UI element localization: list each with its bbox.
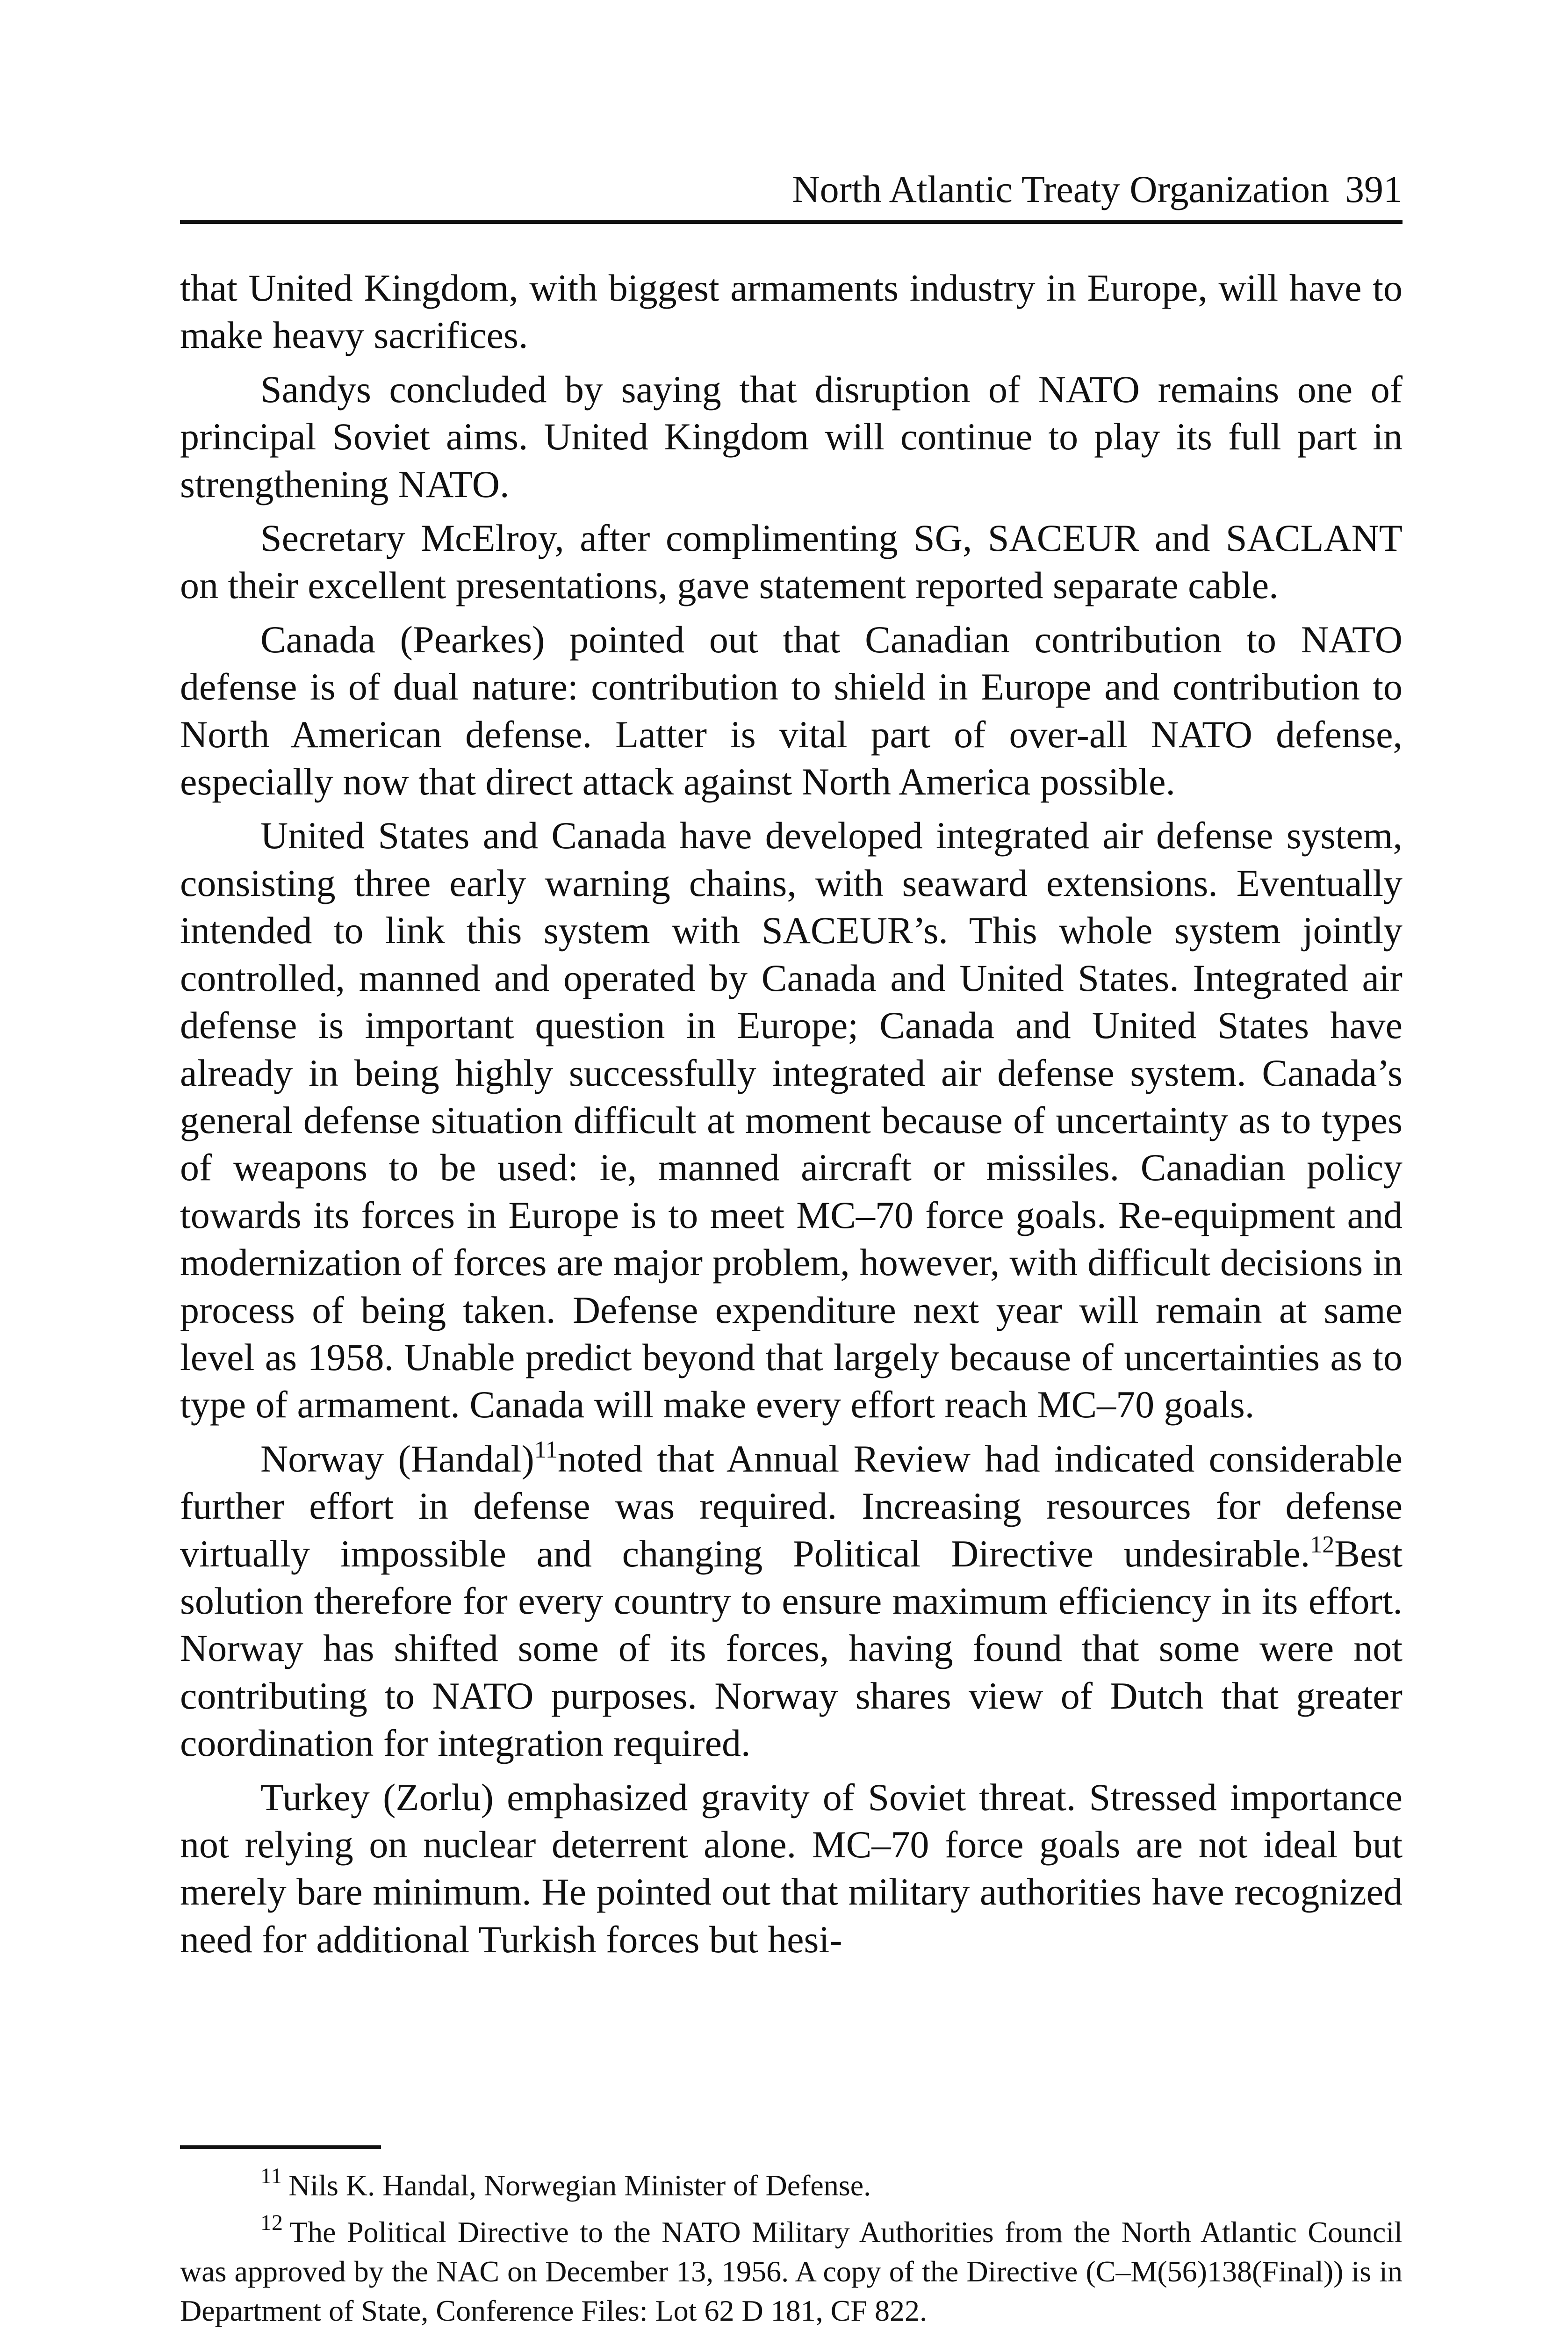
running-title: North Atlantic Treaty Organization [792, 168, 1329, 210]
footnote-number: 11 [260, 2164, 282, 2188]
paragraph-6 [180, 1435, 1403, 1767]
footnote-divider [180, 2145, 381, 2149]
paragraph-7: Turkey (Zorlu) emphasized gravity of Soviet threat. Stressed importance not relying on nuclear deterrent alone. MC–70 force goals are not ideal but merely bare minimum. He pointed out that military authorities have recognized need for additional Turkish forces but hesi- [180, 1775, 1403, 1961]
footnote-11 [180, 2166, 1403, 2205]
main-text [180, 264, 1403, 1970]
footnote-text: The Political Directive to the NATO Military Authorities from the North Atlantic Council was approved by the NAC on December 13, 1956. A copy of the Directive (C–M(56)138(Final)) is in Department of State, Conference Files: Lot 62 D 181, CF 822. [180, 2215, 1403, 2327]
running-header [180, 159, 1403, 224]
footnote-12 [180, 2210, 1403, 2331]
paragraph-6-part-3: Best solution therefore for every country to ensure maximum efficiency in its effort. Norway has shifted some of its forces, having found that some were not contributing to NATO purposes. Norway shares view of Dutch that greater coordination for integration required. [180, 1532, 1403, 1765]
paragraph-4: Canada (Pearkes) pointed out that Canadian contribution to NATO defense is of dual nature: contribution to shield in Europe and contribution to North American defense. Latter is vital part of over-all NATO defense, especially now that direct attack against North America possible. [180, 618, 1403, 803]
paragraph-1: that United Kingdom, with biggest armaments industry in Europe, will have to make heavy sacrifices. [180, 267, 1403, 357]
paragraph-6-part-1: Norway (Handal) [260, 1437, 534, 1480]
paragraph-3: Secretary McElroy, after complimenting SG, SACEUR and SACLANT on their excellent presentations, gave statement reported separate cable. [180, 517, 1403, 607]
footnotes [180, 2166, 1403, 2338]
footnote-number: 12 [260, 2210, 283, 2235]
page-number: 391 [1345, 168, 1403, 210]
footnote-ref-12: 12 [1310, 1531, 1335, 1558]
footnote-text: Nils K. Handal, Norwegian Minister of Defense. [288, 2169, 871, 2202]
paragraph-5: United States and Canada have developed integrated air defense system, consisting three early warning chains, with seaward extensions. Eventually intended to link this system with SACEUR’s. This whole system jointly controlled, manned and operated by Canada and United States. Integrated air defense is important question in Europe; Canada and United States have already in being highly successfully integrated air defense system. Canada’s general defense situation difficult at moment because of uncertainty as to types of weapons to be used: ie, manned aircraft or missiles. Canadian policy towards its forces in Europe is to meet MC–70 force goals. Re-equipment and modernization of forces are major problem, however, with difficult decisions in process of being taken. Defense expenditure next year will remain at same level as 1958. Unable predict beyond that largely because of uncertainties as to type of armament. Canada will make every effort reach MC–70 goals. [180, 814, 1403, 1426]
paragraph-6-part-2: noted that Annual Review had indicated considerable further effort in defense was required. Increasing resources for defense virtually impossible and changing Political Directive undesirable. [180, 1437, 1403, 1575]
footnote-ref-11: 11 [534, 1436, 558, 1463]
paragraph-2: Sandys concluded by saying that disruption of NATO remains one of principal Soviet aims. United Kingdom will continue to play its full part in strengthening NATO. [180, 368, 1403, 505]
